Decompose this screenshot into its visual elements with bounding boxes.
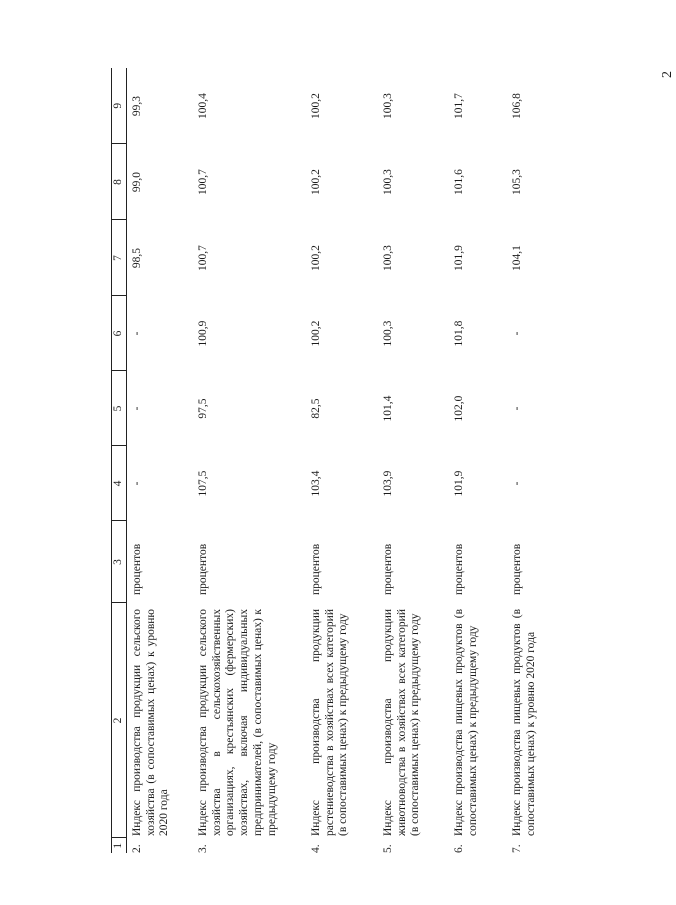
column-header: 8 (112, 144, 127, 220)
row-number: 2. (130, 844, 143, 853)
value-cell: 101,8 (452, 320, 465, 347)
value-cell: 100,7 (196, 245, 209, 271)
unit-cell: процентов (381, 543, 394, 595)
value-cell: 100,7 (196, 169, 209, 195)
row-number: 7. (510, 844, 523, 853)
value-cell: 100,2 (309, 93, 322, 119)
table-row (453, 68, 511, 853)
value-cell: 98,5 (130, 247, 143, 269)
table-row (511, 68, 551, 853)
value-cell: - (510, 406, 523, 411)
value-cell: 82,5 (309, 398, 322, 419)
value-cell: 101,7 (452, 93, 465, 119)
unit-cell: процентов (452, 543, 465, 595)
value-cell: 101,9 (452, 470, 465, 497)
value-cell: 100,4 (196, 93, 209, 119)
table-row (197, 68, 310, 853)
value-cell: 97,5 (196, 398, 209, 419)
value-cell: 105,3 (510, 169, 523, 195)
column-header: 3 (112, 521, 127, 603)
column-header: 6 (112, 296, 127, 371)
value-cell: - (130, 331, 143, 336)
value-cell: 103,4 (309, 470, 322, 497)
value-cell: 101,9 (452, 245, 465, 271)
header-row (112, 68, 127, 853)
column-header: 7 (112, 220, 127, 296)
value-cell: 101,4 (381, 395, 394, 422)
column-header: 2 (112, 603, 127, 838)
unit-cell: процентов (309, 543, 322, 595)
value-cell: - (130, 406, 143, 411)
row-number: 5. (381, 844, 394, 853)
indicator-name: Индекс производства продукции сельского хозяйства (в сопоставимых ценах) к уровню 2020 года (130, 609, 171, 836)
row-number: 3. (196, 844, 209, 853)
value-cell: 99,0 (130, 171, 143, 193)
table-row (126, 68, 197, 853)
unit-cell: процентов (130, 543, 143, 595)
indicator-name: Индекс производства продукции животноводства в хозяйствах всех категорий (в сопоставимых ценах) к предыдущему году (381, 609, 422, 836)
row-number: 4. (309, 844, 322, 853)
value-cell: 100,2 (309, 320, 322, 347)
value-cell: 104,1 (510, 245, 523, 271)
value-cell: 100,3 (381, 169, 394, 195)
value-cell: 100,2 (309, 245, 322, 271)
column-header: 9 (112, 68, 127, 144)
value-cell: - (130, 481, 143, 486)
value-cell: 107,5 (196, 470, 209, 497)
value-cell: 100,3 (381, 245, 394, 271)
row-number: 6. (452, 844, 465, 853)
indicators-table (111, 68, 551, 853)
column-header: 4 (112, 446, 127, 521)
table-row (382, 68, 453, 853)
indicator-name: Индекс производства продукции сельского хозяйства в сельскохозяйственных организациях, крестьянских (фермерских) хозяйствах, включая индивидуальных предпринимателей, (в сопоставимых ценах) к предыдущему году (196, 609, 278, 836)
value-cell: 103,9 (381, 470, 394, 497)
value-cell: - (510, 331, 523, 336)
value-cell: 106,8 (510, 93, 523, 119)
value-cell: 100,2 (309, 169, 322, 195)
value-cell: 100,3 (381, 320, 394, 347)
table-row (310, 68, 382, 853)
unit-cell: процентов (510, 543, 523, 595)
value-cell: 101,6 (452, 169, 465, 195)
indicator-name: Индекс производства пищевых продуктов (в сопоставимых ценах) к уровню 2020 года (510, 609, 537, 836)
unit-cell: процентов (196, 543, 209, 595)
value-cell: 102,0 (452, 395, 465, 422)
indicator-name: Индекс производства пищевых продуктов (в сопоставимых ценах) к предыдущему году (452, 609, 479, 836)
page-number: 2 (660, 71, 675, 78)
column-header: 5 (112, 371, 127, 446)
value-cell: - (510, 481, 523, 486)
column-header: 1 (112, 838, 127, 853)
value-cell: 99,3 (130, 95, 143, 117)
indicator-name: Индекс производства продукции растениеводства в хозяйствах всех категорий (в сопоставимых ценах) к предыдущему году (309, 609, 350, 836)
value-cell: 100,9 (196, 320, 209, 347)
value-cell: 100,3 (381, 93, 394, 119)
